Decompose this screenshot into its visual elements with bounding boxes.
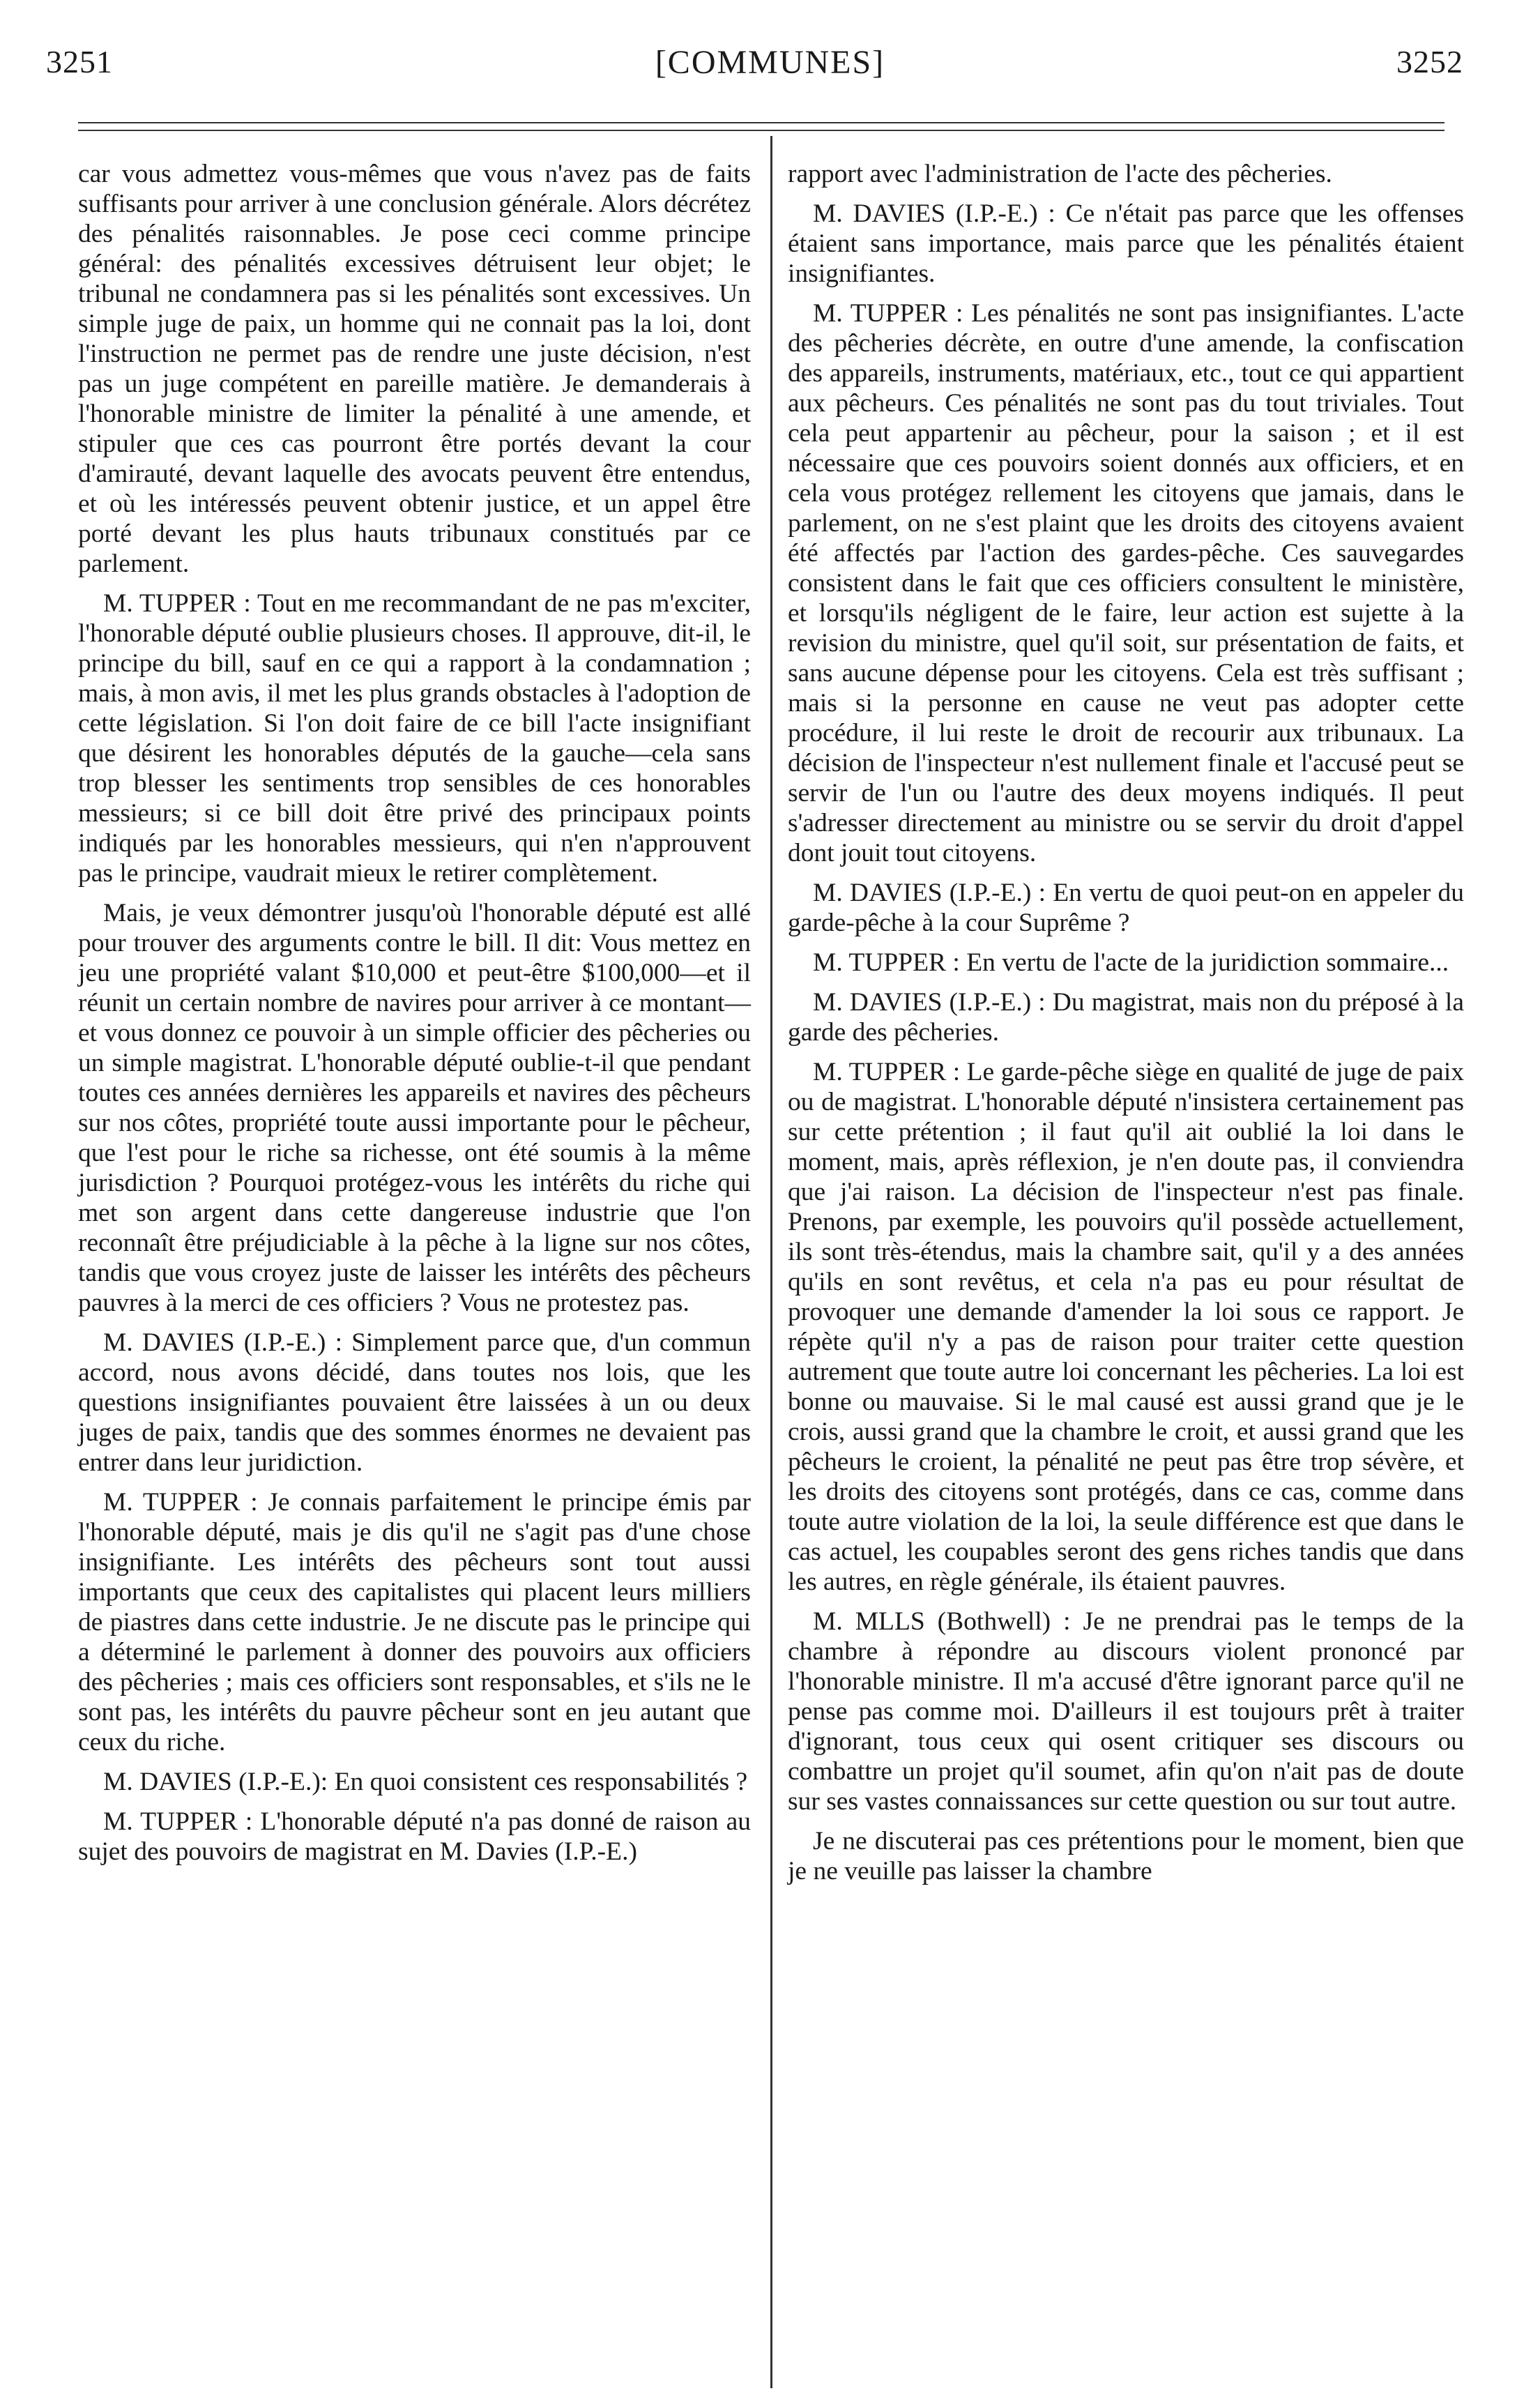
paragraph: M. DAVIES (I.P.-E.) : Simplement parce que, d'un commun accord, nous avons décidé, dans toutes nos lois, que les questions insignifiantes pouvaient être laissées à un ou deux juges de paix, tandis que des sommes énormes ne devaient pas entrer dans leur juridiction. bbox=[78, 1328, 751, 1477]
paragraph: Mais, je veux démontrer jusqu'où l'honorable député est allé pour trouver des arguments contre le bill. Il dit: Vous mettez en jeu une propriété valant $10,000 et peut-être $100,000—et il réunit un certain nombre de navires pour arriver à ce montant—et vous donnez ce pouvoir à un simple officier des pêcheries ou un simple magistrat. L'honorable député oublie-t-il que pendant toutes ces années dernières les appareils et navires des pêcheurs sur nos côtes, propriété toute aussi importante pour le pêcheur, que l'est pour le riche sa richesse, ont été soumis à la même jurisdiction ? Pourquoi protégez-vous les intérêts du riche qui met son argent dans cette dangereuse industrie que l'on reconnaît être préjudiciable à la pêche à la ligne sur nos côtes, tandis que vous croyez juste de laisser les intérêts des pêcheurs pauvres à la merci de ces officiers ? Vous ne protestez pas. bbox=[78, 899, 751, 1317]
page-number-right: 3252 bbox=[1396, 44, 1463, 79]
paragraph: rapport avec l'administration de l'acte des pêcheries. bbox=[788, 160, 1332, 188]
paragraph: M. MLLS (Bothwell) : Je ne prendrai pas le temps de la chambre à répondre au discours violent prononcé par l'honorable ministre. Il m'a accusé d'être ignorant parce qu'il ne pense pas comme moi. D'ailleurs il est toujours prêt à traiter d'ignorant, tous ceux qui osent critiquer ses discours ou combattre un projet qu'il soumet, afin qu'on n'ait pas de doute sur ses vastes connaissances sur cette question ou sur tout autre. bbox=[788, 1607, 1464, 1816]
paragraph: M. TUPPER : En vertu de l'acte de la juridiction sommaire... bbox=[813, 948, 1449, 977]
paragraph: M. DAVIES (I.P.-E.): En quoi consistent ces responsabilités ? bbox=[103, 1768, 748, 1796]
column-divider bbox=[770, 136, 772, 2388]
paragraph: M. DAVIES (I.P.-E.) : Ce n'était pas parce que les offenses étaient sans importance, mais parce que les pénalités étaient insignifiantes. bbox=[788, 199, 1464, 288]
paragraph: car vous admettez vous-mêmes que vous n'avez pas de faits suffisants pour arriver à une conclusion générale. Alors décrétez des pénalités raisonnables. Je pose ceci comme principe général: des pénalités excessives détruisent leur objet; le tribunal ne condamnera pas si les pénalités sont excessives. Un simple juge de paix, un homme qui ne connait pas la loi, dont l'instruction ne permet pas de rendre une juste décision, n'est pas un juge compétent en pareille matière. Je demanderais à l'honorable ministre de limiter la pénalité à une amende, et stipuler que ces cas pourront être portés devant la cour d'amirauté, devant laquelle des avocats peuvent être entendus, et où les intéressés peuvent obtenir justice, et un appel être porté devant les plus hauts tribunaux constitués par ce parlement. bbox=[78, 160, 751, 578]
paragraph: Je ne discuterai pas ces prétentions pour le moment, bien que je ne veuille pas laisser la chambre bbox=[788, 1827, 1464, 1885]
header-rule-top bbox=[78, 122, 1444, 123]
page-header bbox=[0, 0, 1540, 105]
paragraph: M. TUPPER : Tout en me recommandant de ne pas m'exciter, l'honorable député oublie plusieurs choses. Il approuve, dit-il, le principe du bill, sauf en ce qui a rapport à la condamnation ; mais, à mon avis, il met les plus grands obstacles à l'adoption de cette législation. Si l'on doit faire de ce bill l'acte insignifiant que désirent les honorables députés de la gauche—cela sans trop blesser les sentiments trop sensibles de ces honorables messieurs; si ce bill doit être privé des principaux points indiqués par les honorables messieurs, qui n'en n'approuvent pas le principe, vaudrait mieux le retirer complètement. bbox=[78, 589, 751, 888]
paragraph: M. DAVIES (I.P.-E.) : En vertu de quoi peut-on en appeler du garde-pêche à la cour Suprême ? bbox=[788, 879, 1464, 937]
paragraph: M. DAVIES (I.P.-E.) : Du magistrat, mais non du préposé à la garde des pêcheries. bbox=[788, 988, 1464, 1047]
running-title: [COMMUNES] bbox=[655, 44, 885, 81]
paragraph: M. TUPPER : Le garde-pêche siège en qualité de juge de paix ou de magistrat. L'honorable député n'insistera certainement pas sur cette prétention ; il faut qu'il ait oublié la loi dans le moment, mais, après réflexion, je n'en doute pas, il conviendra que j'ai raison. La décision de l'inspecteur n'est pas finale. Prenons, par exemple, les pouvoirs qu'il possède actuellement, ils sont très-étendus, mais la chambre sait, qu'il y a des années qu'ils en sont revêtus, et cela n'a pas eu pour résultat de provoquer une demande d'amender la loi sous ce rapport. Je répète qu'il n'y a pas de raison pour traiter cette question autrement que toute autre loi concernant les pêcheries. La loi est bonne ou mauvaise. Si le mal causé est aussi grand que je le crois, aussi grand que la chambre le croit, et aussi grand que les pêcheurs le croient, la pénalité ne peut pas être trop sévère, et les droits des citoyens sont protégés, dans ce cas, comme dans toute autre violation de la loi, la seule différence est que dans le cas actuel, les coupables seront des gens riches tandis que dans les autres, en règle générale, ils étaient pauvres. bbox=[788, 1058, 1464, 1596]
left-column bbox=[78, 159, 751, 1876]
paragraph: M. TUPPER : Je connais parfaitement le principe émis par l'honorable député, mais je dis qu'il ne s'agit pas d'une chose insignifiante. Les intérêts des pêcheurs sont tout aussi importants que ceux des capitalistes qui placent leurs milliers de piastres dans cette industrie. Je ne discute pas le principe qui a déterminé le parlement à donner des pouvoirs aux officiers des pêcheries ; mais ces officiers sont responsables, et s'ils ne le sont pas, les intérêts du pauvre pêcheur sont en jeu autant que ceux du riche. bbox=[78, 1488, 751, 1756]
paragraph: M. TUPPER : L'honorable député n'a pas donné de raison au sujet des pouvoirs de magistrat en M. Davies (I.P.-E.) bbox=[78, 1807, 751, 1866]
paragraph: M. TUPPER : Les pénalités ne sont pas insignifiantes. L'acte des pêcheries décrète, en outre d'une amende, la confiscation des appareils, instruments, matériaux, etc., tout ce qui appartient aux pêcheurs. Ces pénalités ne sont pas du tout triviales. Tout cela peut appartenir au pêcheur, pour la saison ; et il est nécessaire que ces pouvoirs soient donnés aux officiers, et en cela vous protégez rellement les citoyens que jamais, dans le parlement, on ne s'est plaint que les droits des citoyens avaient été affectés par l'action des gardes-pêche. Ces sauvegardes consistent dans le fait que ces officiers consultent le ministère, et lorsqu'ils négligent de le faire, leur action est sujette à la revision du ministre, quel qu'il soit, sur présentation de faits, et sans aucune dépense pour les citoyens. Cela est très suffisant ; mais si la personne en cause ne veut pas adopter cette procédure, il lui reste le droit de recourir aux tribunaux. La décision de l'inspecteur n'est nullement finale et l'accusé peut se servir de l'un ou l'autre des deux moyens indiqués. Il peut s'adresser directement au ministre ou se servir du droit d'appel dont jouit tout citoyens. bbox=[788, 299, 1464, 867]
right-column bbox=[788, 159, 1464, 1896]
header-rule-bottom bbox=[78, 130, 1444, 131]
page-number-left: 3251 bbox=[46, 44, 113, 79]
